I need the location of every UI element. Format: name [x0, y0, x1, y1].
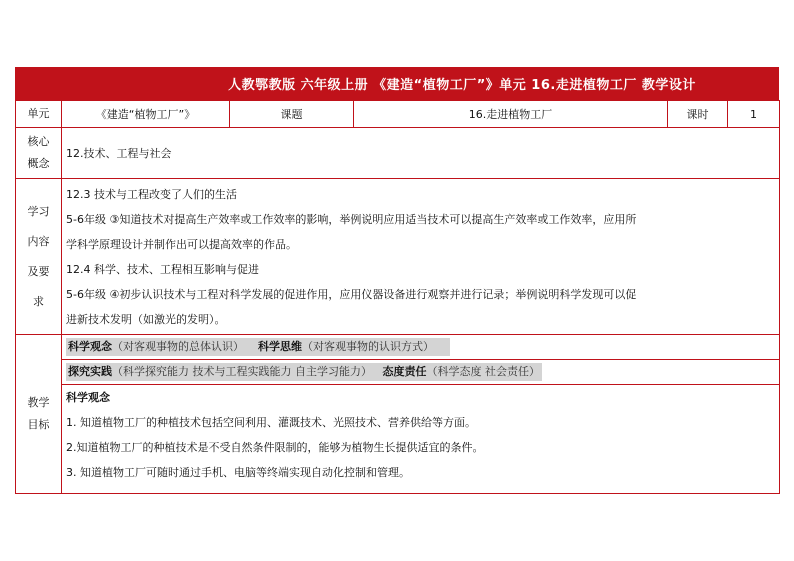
category-term: 态度责任	[382, 365, 427, 378]
category-term: 探究实践	[68, 365, 112, 378]
lesson-label: 课题	[230, 101, 354, 128]
lesson-value: 16.走进植物工厂	[354, 101, 668, 128]
category-desc: （科学态度 社会责任）	[426, 365, 540, 378]
learning-line: 5-6年级 ④初步认识技术与工程对科学发展的促进作用，应用仪器设备进行观察并进行记录；举例说明科学发现可以促	[66, 287, 637, 301]
learning-line: 进新技术发明（如激光的发明）。	[66, 312, 226, 326]
category-term: 科学观念	[68, 340, 112, 353]
core-concept-row	[16, 128, 780, 179]
period-label: 课时	[668, 101, 728, 128]
goals-row	[16, 335, 780, 494]
category-desc: （对客观事物的认识方式）	[302, 340, 434, 353]
learning-line: 5-6年级 ③知道技术对提高生产效率或工作效率的影响，举例说明应用适当技术可以提高生产效率或工作效率，应用所	[66, 212, 637, 226]
learning-label: 学习 内容 及要 求	[16, 179, 62, 335]
document-title: 人教鄂教版 六年级上册 《建造“植物工厂”》单元 16.走进植物工厂 教学设计	[15, 67, 779, 100]
goal-section-title: 科学观念	[66, 391, 110, 404]
period-value: 1	[728, 101, 780, 128]
goal-item: 1. 知道植物工厂的种植技术包括空间利用、灌溉技术、光照技术、营养供给等方面。	[66, 416, 476, 429]
core-concept-label: 核心 概念	[16, 128, 62, 179]
category-desc: （对客观事物的总体认识）	[112, 340, 244, 353]
category-desc: （科学探究能力 技术与工程实践能力 自主学习能力）	[112, 365, 372, 378]
unit-label: 单元	[16, 101, 62, 128]
goals-content	[62, 335, 780, 494]
learning-line: 12.3 技术与工程改变了人们的生活	[66, 187, 237, 201]
header-row	[16, 101, 780, 128]
core-concept-value: 12.技术、工程与社会	[62, 128, 780, 179]
learning-row	[16, 179, 780, 335]
goal-category-bar-1	[62, 335, 779, 360]
unit-value: 《建造“植物工厂”》	[62, 101, 230, 128]
category-term: 科学思维	[258, 340, 302, 353]
lesson-plan-table	[15, 100, 780, 494]
goal-item: 2.知道植物工厂的种植技术是不受自然条件限制的，能够为植物生长提供适宜的条件。	[66, 441, 484, 454]
goals-label: 教学 目标	[16, 335, 62, 494]
goal-item: 3. 知道植物工厂可随时通过手机、电脑等终端实现自动化控制和管理。	[66, 466, 410, 479]
goal-category-bar-2	[62, 360, 779, 385]
learning-line: 12.4 科学、技术、工程相互影响与促进	[66, 262, 259, 276]
learning-line: 学科学原理设计并制作出可以提高效率的作品。	[66, 237, 297, 251]
learning-content	[62, 179, 780, 335]
lesson-plan-document	[15, 67, 779, 494]
